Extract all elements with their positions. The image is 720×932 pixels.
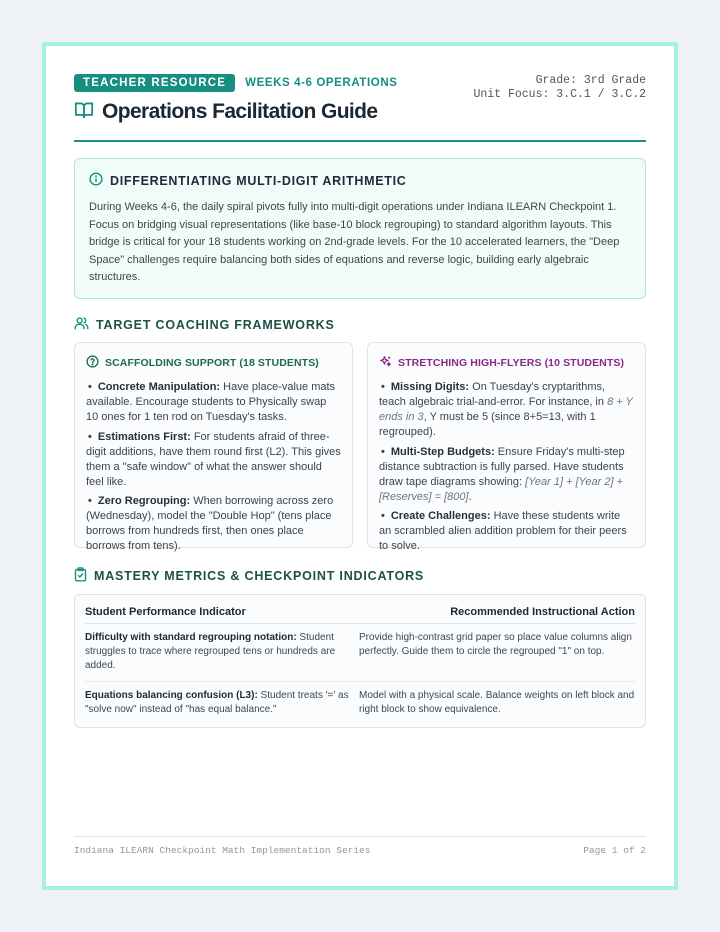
clipboard-check-icon <box>74 567 94 585</box>
book-open-icon <box>74 101 102 124</box>
item-text: Have these students write an scrambled alien addition problem for their peers to solve. <box>379 510 627 552</box>
indicator-text: Student treats '=' as "solve now" instead of "has equal balance." <box>85 690 349 716</box>
sparkles-icon <box>379 355 398 371</box>
header-divider <box>74 140 646 142</box>
item-text: Have place-value mats available. Encourage students to Physically swap 10 ones for 1 ten rod on Tuesday's tasks. <box>86 381 336 423</box>
scaffolding-list <box>86 380 341 554</box>
scaffolding-card <box>74 342 353 552</box>
column-header-action: Recommended Instructional Action <box>450 606 635 618</box>
item-text: When borrowing across zero (Wednesday), model the "Double Hop" (tens place borrows from hundreds first, then ones place borrows from tens). <box>86 495 334 552</box>
item-label: Missing Digits: <box>390 381 470 393</box>
indicator-text: Student struggles to trace where regrouped tens or hundreds are added. <box>85 632 336 672</box>
callout-body: During Weeks 4-6, the daily spiral pivots fully into multi-digit operations under Indiana ILEARN Checkpoint 1. Focus on bridging visual representations (like base-10 block regrouping) to standard algorithm layouts. This bridge is critical for your 18 students working on 2nd-grade levels. For the 10 accelerated learners, the "Deep Space" challenges require balancing both sides of equations and reverse logic, building early algebraic structures. <box>89 201 620 284</box>
list-item: • Estimations First: For students afraid of three-digit additions, have them round first (L2). This gives them a "safe window" of what the answer should feel like. <box>86 430 341 488</box>
item-label: Create Challenges: <box>390 510 491 522</box>
overview-callout <box>74 158 646 299</box>
scaffolding-heading-row <box>86 355 341 371</box>
list-item: • Zero Regrouping: When borrowing across zero (Wednesday), model the "Double Hop" (tens place borrows from hundreds first, then ones place borrows from tens). <box>86 495 334 552</box>
metrics-table <box>74 594 646 728</box>
item-example: [Year 1] + [Year 2] + [Reserves] = [800] <box>379 475 623 503</box>
stretching-card <box>367 342 646 552</box>
action-cell: Provide high-contrast grid paper so place value columns align perfectly. Guide them to circle the regrouped "1" on top. <box>359 632 632 658</box>
list-item: • Concrete Manipulation: Have place-value mats available. Encourage students to Physically swap 10 ones for 1 ten rod on Tuesday's tasks. <box>86 381 336 423</box>
action-cell: Model with a physical scale. Balance weights on left block and right block to show equivalence. <box>359 690 635 716</box>
item-example: 8 + Y ends in 3 <box>379 396 633 423</box>
indicator-label: Difficulty with standard regrouping notation: <box>85 632 297 643</box>
document-header <box>74 74 646 138</box>
item-text: For students afraid of three-digit additions, have them round first (L2). This gives them a "safe window" of what the answer should feel like. <box>86 430 341 488</box>
page-content <box>74 74 646 728</box>
item-label: Concrete Manipulation: <box>97 381 221 393</box>
indicator-label: Equations balancing confusion (L3): <box>85 690 258 701</box>
callout-heading: DIFFERENTIATING MULTI-DIGIT ARITHMETIC <box>110 173 407 188</box>
list-item: • Multi-Step Budgets: Ensure Friday's multi-step distance subtraction is fully parsed. Have students draw tape diagrams showing: [Year 1] + [Year 2] + [Reserves] = [800]. <box>379 445 625 503</box>
metrics-heading-row <box>74 567 646 585</box>
item-text-end: . <box>468 490 472 503</box>
frameworks-heading-row <box>74 316 646 333</box>
weeks-label: WEEKS 4-6 OPERATIONS <box>245 77 398 89</box>
framework-cards <box>74 342 646 552</box>
list-item: • Create Challenges: Have these students write an scrambled alien addition problem for their peers to solve. <box>379 510 627 552</box>
item-label: Zero Regrouping: <box>97 495 191 507</box>
page-title: Operations Facilitation Guide <box>102 100 378 123</box>
info-icon <box>89 172 110 189</box>
document-page <box>42 42 678 890</box>
stretching-heading: STRETCHING HIGH-FLYERS (10 STUDENTS) <box>398 357 625 369</box>
stretching-list <box>379 380 634 554</box>
page-number: Page 1 of 2 <box>583 845 646 856</box>
series-label: Indiana ILEARN Checkpoint Math Implementation Series <box>74 845 371 856</box>
scaffolding-heading: SCAFFOLDING SUPPORT (18 STUDENTS) <box>105 357 319 369</box>
stretching-heading-row <box>379 355 634 371</box>
list-item: • Missing Digits: On Tuesday's cryptarithms, teach algebraic trial-and-error. For instance, in 8 + Y ends in 3, Y must be 5 (since 8+5=13, with 1 regrouped). <box>379 381 633 438</box>
item-text-end: , Y must be 5 (since 8+5=13, with 1 regrouped). <box>379 411 596 438</box>
table-header <box>85 595 635 624</box>
callout-heading-row <box>89 172 631 189</box>
item-label: Estimations First: <box>97 430 191 443</box>
users-icon <box>74 316 96 333</box>
indicator-cell <box>85 689 355 728</box>
item-text: Ensure Friday's multi-step distance subtraction is fully parsed. Have students draw tape diagrams showing: <box>379 445 625 488</box>
grade-label: Grade: 3rd Grade <box>535 74 646 87</box>
table-row <box>85 624 635 681</box>
unit-meta <box>473 74 646 102</box>
indicator-cell <box>85 631 355 681</box>
page-footer <box>74 836 646 856</box>
metrics-heading: MASTERY METRICS & CHECKPOINT INDICATORS <box>94 569 425 583</box>
help-circle-icon <box>86 355 105 371</box>
item-text: On Tuesday's cryptarithms, teach algebraic trial-and-error. For instance, in <box>379 381 608 408</box>
table-row <box>85 681 635 728</box>
frameworks-heading: TARGET COACHING FRAMEWORKS <box>96 317 335 332</box>
teacher-resource-badge: TEACHER RESOURCE <box>74 74 235 92</box>
title-row <box>74 100 646 124</box>
item-label: Multi-Step Budgets: <box>390 445 495 458</box>
column-header-indicator: Student Performance Indicator <box>85 606 246 618</box>
unit-focus-label: Unit Focus: 3.C.1 / 3.C.2 <box>473 88 646 101</box>
